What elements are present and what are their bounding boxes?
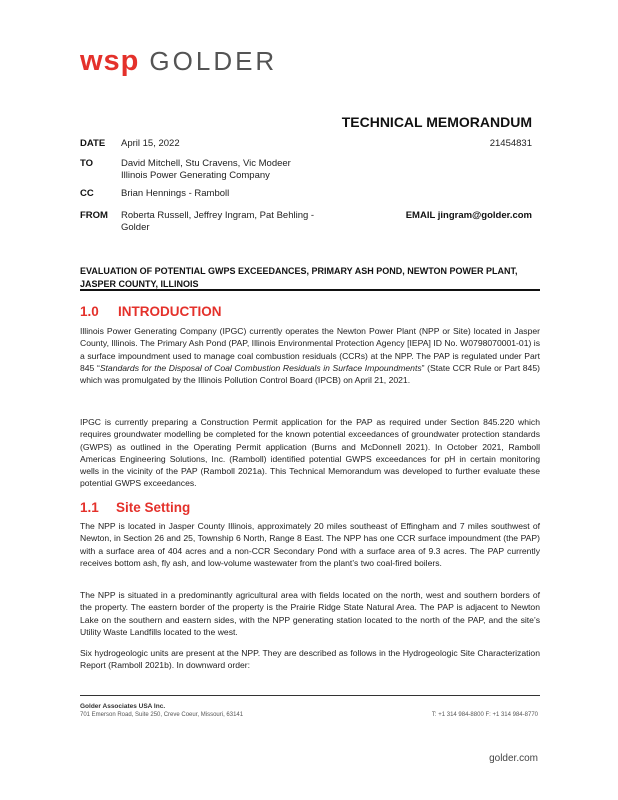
section-number: 1.1: [80, 500, 99, 515]
intro-paragraph-2: IPGC is currently preparing a Construction Permit application for the PAP as required under Section 845.220 which requires groundwater modelling be completed for the known potential exceedances of groundwater protection standards (GWPS) as outlined in the Operating Permit application (Burns and McDonnell 2021). In October 2021, Ramboll Americas Engineering Solutions, Inc. (Ramboll) identified potential GWPS exceedances for pH in certain monitoring wells in the vicinity of the PAP (Ramboll 2021a). This Technical Memorandum was developed to further evaluate these potential GWPS exceedances.: [80, 417, 540, 489]
date-label: DATE: [80, 138, 106, 149]
cc-value: Brian Hennings - Ramboll: [121, 188, 230, 199]
logo-golder-wordmark: GOLDER: [149, 45, 278, 76]
regulation-title: Standards for the Disposal of Coal Combustion Residuals in Surface Impoundments: [99, 362, 422, 373]
email-label: EMAIL: [405, 210, 436, 221]
memo-title: TECHNICAL MEMORANDUM: [341, 114, 532, 130]
footer-address: 701 Emerson Road, Suite 250, Creve Coeur, Missouri, 63141: [80, 712, 244, 718]
section-heading-introduction: [80, 304, 222, 319]
reference-number: 21454831: [489, 138, 532, 149]
cc-label: CC: [80, 188, 94, 199]
section-number: 1.0: [80, 304, 99, 319]
to-label: TO: [80, 158, 94, 169]
logo-wsp-mark: wsp: [80, 44, 140, 77]
to-recipients: David Mitchell, Stu Cravens, Vic Modeer: [121, 158, 291, 169]
footer-website-link[interactable]: golder.com: [489, 753, 538, 764]
footer-company: Golder Associates USA Inc.: [80, 703, 166, 710]
email-field: [406, 210, 532, 221]
site-paragraph-2: The NPP is situated in a predominantly agricultural area with fields located on the north, west and southern borders of the property. The eastern border of the property is the Prairie Ridge State Natural Area. The PAP is adjacent to Newton Lake on the southern and eastern sides, with the NPP generating station located to the north of the PAP, and the site’s Utility Waste Landfills located to the west.: [80, 590, 540, 637]
date-value: April 15, 2022: [121, 138, 180, 149]
section-title: Site Setting: [116, 500, 191, 515]
from-authors: Roberta Russell, Jeffrey Ingram, Pat Behling -: [121, 210, 315, 221]
to-organization: Illinois Power Generating Company: [121, 170, 270, 181]
footer-divider: [80, 695, 540, 696]
site-paragraph-1: The NPP is located in Jasper County Illinois, approximately 20 miles southeast of Effingham and 7 miles southwest of Newton, in Section 26 and 25, Township 6 North, Range 8 East. The NPP has one CCR surface impoundment (the PAP) with a surface area of 404 acres and a non-CCR Secondary Pond with a surface area of 9.3 acres. The PAP currently receives bottom ash, fly ash, and low-volume wastewater from the plant’s two coal-fired boilers.: [80, 521, 540, 568]
from-organization: Golder: [121, 222, 150, 233]
intro-paragraph-1: Illinois Power Generating Company (IPGC) currently operates the Newton Power Plant (NPP or Site) located in Jasper County, Illinois. The Primary Ash Pond (PAP, Illinois Environmental Protection Agency [IEPA] ID No. W0798070001-01) is a surface impoundment used to manage coal combustion residuals (CCRs) at the NPP. The PAP is regulated under Part 845 “Standards for the Disposal of Coal Combustion Residuals in Surface Impoundments” (State CCR Rule or Part 845) which was promulgated by the Illinois Pollution Control Board (IPCB) on April 21, 2021.: [80, 326, 540, 386]
company-logo: [80, 46, 277, 76]
memo-subject: EVALUATION OF POTENTIAL GWPS EXCEEDANCES, PRIMARY ASH POND, NEWTON POWER PLANT, JASPER COUNTY, ILLINOIS: [80, 266, 518, 289]
email-link[interactable]: jingram@golder.com: [437, 210, 532, 221]
site-paragraph-3: Six hydrogeologic units are present at the NPP. They are described as follows in the Hydrogeologic Site Characterization Report (Ramboll 2021b). In downward order:: [80, 648, 540, 671]
section-title: INTRODUCTION: [118, 304, 222, 319]
subject-divider: [80, 289, 540, 291]
footer-phone: T: +1 314 984-8800 F: +1 314 984-8770: [431, 712, 538, 718]
section-heading-site-setting: [80, 500, 190, 515]
from-label: FROM: [80, 210, 108, 221]
